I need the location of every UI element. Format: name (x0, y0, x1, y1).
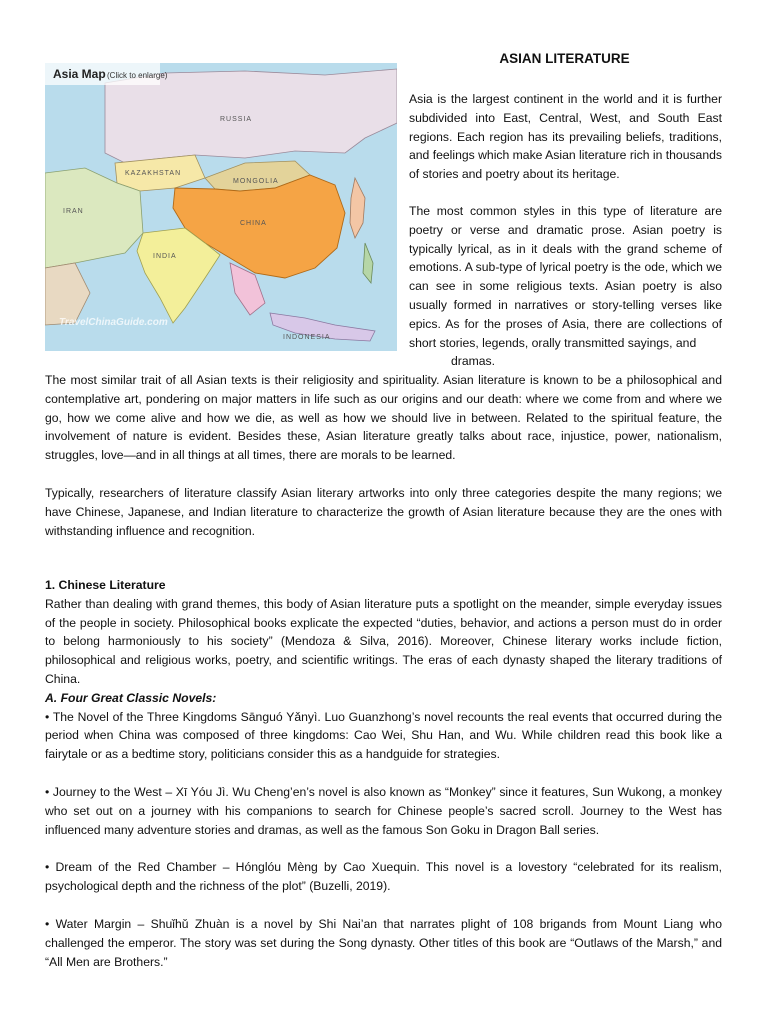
map-label-china: CHINA (240, 220, 267, 227)
map-label-kazakhstan: KAZAKHSTAN (125, 170, 182, 177)
map-label-iran: IRAN (63, 208, 84, 215)
asia-map-image[interactable] (45, 63, 397, 351)
map-title: Asia Map (53, 67, 106, 81)
body-paragraph-religiosity: The most similar trait of all Asian texts is their religiosity and spirituality. Asian literature is known to be a philosophical and contemplative art, pondering on major matters in life such as our origins and our death: where we come from and where we go, how we come alive and how we die, as well as how we should live in between. Related to the spiritual feature, the involvement of nature is evident. Besides these, Asian literature greatly talks about race, injustice, power, nationalism, struggles, love—and in all things at all times, there are morals to be learned. (45, 373, 722, 463)
list-item: • Journey to the West – Xī Yóu Jì. Wu Cheng’en’s novel is also known as “Monkey” since it features, Sun Wukong, a monkey who set out on a journey with his companions to search for Chinese people’s sacred scroll. Journey to the West has influenced many adventure stories and dramas, as well as the famous Son Goku in Dragon Ball series. (45, 784, 722, 837)
list-item: • The Novel of the Three Kingdoms Sānguó Yǎnyì. Luo Guanzhong’s novel recounts the real events that occurred during the period when China was composed of three kingdoms: Cao Wei, Shu Han, and Wu. While children read this book like a fairytale or as a bedtime story, politicians consider this as a handguide for strategies. (45, 709, 722, 762)
section-heading: 1. Chinese Literature (45, 578, 166, 592)
asia-map-graphic (45, 63, 397, 351)
map-label-russia: RUSSIA (220, 116, 253, 123)
map-label-mongolia: MONGOLIA (233, 178, 279, 185)
intro-paragraph-2-end: dramas. (451, 354, 496, 368)
page-title: ASIAN LITERATURE (499, 51, 630, 66)
body-paragraph-categories: Typically, researchers of literature classify Asian literary artworks into only three categories despite the many regions; we have Chinese, Japanese, and Indian literature to characterize the growth of Asian literature because they are the ones with withstanding influence and recognition. (45, 486, 722, 538)
map-label-india: INDIA (153, 253, 177, 260)
list-item: • Dream of the Red Chamber – Hónglóu Mèng by Cao Xuequin. This novel is a lovestory “celebrated for its realism, psychological depth and the richness of the plot” (Buzelli, 2019). (45, 860, 722, 894)
intro-paragraph-1: Asia is the largest continent in the world and it is further subdivided into East, Central, West, and South East regions. Each region has its prevailing beliefs, traditions, and feelings which make Asian literature rich in thousands of stories and poetry about its heritage. (409, 92, 722, 182)
list-item: • Water Margin – Shuǐhǔ Zhuàn is a novel by Shi Nai’an that narrates plight of 108 brigands from Mount Liang who challenged the emperor. The story was set during the Song dynasty. Other titles of this book are “Outlaws of the Marsh,” and “All Men are Brothers.” (45, 916, 722, 969)
map-label-indonesia: INDONESIA (283, 334, 331, 341)
section-subheading: A. Four Great Classic Novels: (45, 690, 217, 705)
section-chinese-literature (45, 576, 722, 971)
map-watermark: TravelChinaGuide.com (59, 317, 168, 328)
intro-paragraph-2: The most common styles in this type of literature are poetry or verse and dramatic prose. Asian poetry is typically lyrical, as in it deals with the grand scheme of emotions. A sub-type of lyrical poetry is the ode, which we can see in some religious texts. Asian poetry is also usually formed in narratives or story-telling verses like epics. As for the proses of Asia, there are collections of short stories, legends, orally transmitted sayings, and (409, 204, 722, 350)
section-paragraph: Rather than dealing with grand themes, this body of Asian literature puts a spotlight on the meander, simple everyday issues of the people in society. Philosophical books explicate the expected “duties, behavior, and actions a person must do in order to belong harmoniously to his society” (Mendoza & Silva, 2016). Moreover, Chinese literary works include fiction, philosophical and religious works, poetry, and scientific writings. The eras of each dynasty shaped the literary traditions of China. (45, 596, 722, 686)
map-enlarge-note[interactable]: (Click to enlarge) (107, 71, 168, 80)
